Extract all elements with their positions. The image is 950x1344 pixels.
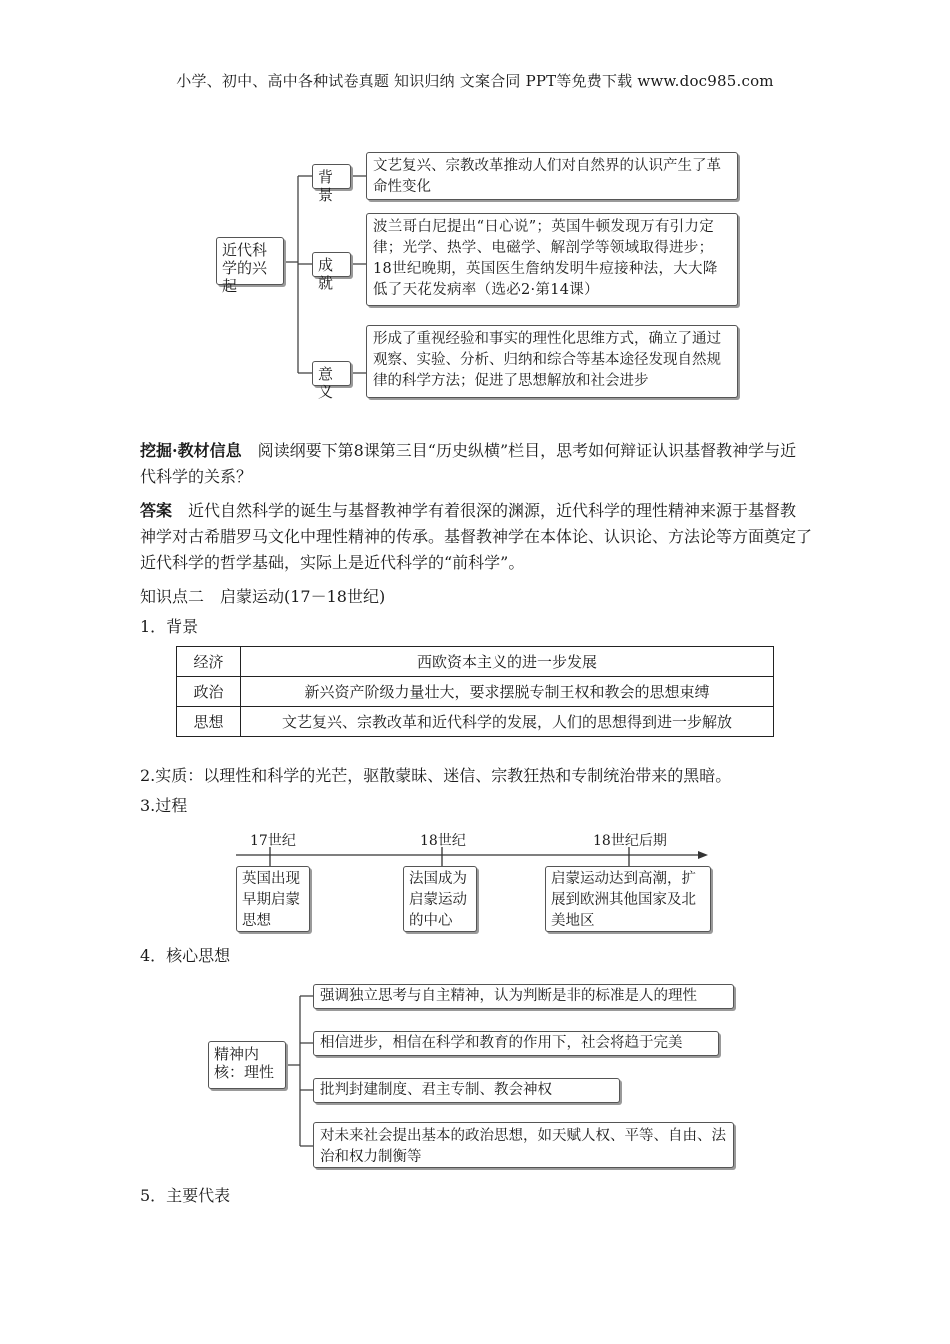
timeline-event: 启蒙运动达到高潮，扩展到欧洲其他国家及北美地区 bbox=[545, 866, 711, 932]
background-heading: 1．背景 bbox=[140, 617, 199, 636]
table-cell-value: 新兴资产阶级力量壮大，要求摆脱专制王权和教会的思想束缚 bbox=[241, 677, 774, 707]
timeline-label: 18世纪 bbox=[420, 833, 466, 849]
table-row bbox=[177, 677, 774, 707]
branch-text-background: 文艺复兴、宗教改革推动人们对自然界的认识产生了革命性变化 bbox=[366, 152, 738, 200]
table-cell-key: 经济 bbox=[177, 647, 241, 677]
timeline-label: 18世纪后期 bbox=[593, 833, 667, 849]
core-item: 相信进步，相信在科学和教育的作用下，社会将趋于完美 bbox=[313, 1031, 719, 1056]
essence-text: 2.实质：以理性和科学的光芒，驱散蒙昧、迷信、宗教狂热和专制统治带来的黑暗。 bbox=[140, 766, 732, 785]
page-header: 小学、初中、高中各种试卷真题 知识归纳 文案合同 PPT等免费下载 www.doc985.com bbox=[176, 72, 774, 90]
table-cell-key: 思想 bbox=[177, 707, 241, 737]
timeline-event: 法国成为启蒙运动的中心 bbox=[403, 866, 477, 932]
table-row bbox=[177, 707, 774, 737]
table-cell-value: 文艺复兴、宗教改革和近代科学的发展，人们的思想得到进一步解放 bbox=[241, 707, 774, 737]
core-item: 对未来社会提出基本的政治思想，如天赋人权、平等、自由、法治和权力制衡等 bbox=[313, 1122, 734, 1168]
answer-tag: 答案 bbox=[140, 501, 173, 520]
branch-text-achievement: 波兰哥白尼提出“日心说”；英国牛顿发现万有引力定律；光学、热学、电磁学、解剖学等领域取得进步；18世纪晚期，英国医生詹纳发明牛痘接种法，大大降低了天花发病率（选必2·第14课） bbox=[366, 213, 738, 306]
mindmap1-root: 近代科学的兴起 bbox=[216, 237, 284, 285]
branch-label-significance: 意义 bbox=[312, 361, 351, 386]
background-table bbox=[176, 646, 774, 737]
process-heading: 3.过程 bbox=[140, 796, 188, 815]
answer-block bbox=[140, 498, 812, 576]
answer-text: 近代自然科学的诞生与基督教神学有着很深的渊源，近代科学的理性精神来源于基督教神学对古希腊罗马文化中理性精神的传承。基督教神学在本体论、认识论、方法论等方面奠定了近代科学的哲学基础，实际上是近代科学的“前科学”。 bbox=[140, 501, 813, 572]
section-title: 知识点二 启蒙运动(17－18世纪) bbox=[140, 587, 386, 606]
table-cell-value: 西欧资本主义的进一步发展 bbox=[241, 647, 774, 677]
explore-tag: 挖掘·教材信息 bbox=[140, 441, 242, 460]
timeline-event: 英国出现早期启蒙思想 bbox=[236, 866, 310, 932]
core-item: 强调独立思考与自主精神，认为判断是非的标准是人的理性 bbox=[313, 984, 734, 1009]
table-row bbox=[177, 647, 774, 677]
timeline-label: 17世纪 bbox=[250, 833, 296, 849]
explore-block bbox=[140, 438, 812, 490]
explore-question: 阅读纲要下第8课第三目“历史纵横”栏目，思考如何辩证认识基督教神学与近代科学的关系？ bbox=[140, 441, 797, 486]
branch-text-significance: 形成了重视经验和事实的理性化思维方式，确立了通过观察、实验、分析、归纳和综合等基本途径发现自然规律的科学方法；促进了思想解放和社会进步 bbox=[366, 325, 738, 398]
core-item: 批判封建制度、君主专制、教会神权 bbox=[313, 1078, 620, 1103]
table-cell-key: 政治 bbox=[177, 677, 241, 707]
branch-label-achievement: 成就 bbox=[312, 252, 351, 277]
core-root: 精神内核：理性 bbox=[208, 1041, 286, 1089]
representatives-heading: 5．主要代表 bbox=[140, 1186, 231, 1205]
branch-label-background: 背景 bbox=[312, 164, 351, 189]
core-heading: 4．核心思想 bbox=[140, 946, 231, 965]
